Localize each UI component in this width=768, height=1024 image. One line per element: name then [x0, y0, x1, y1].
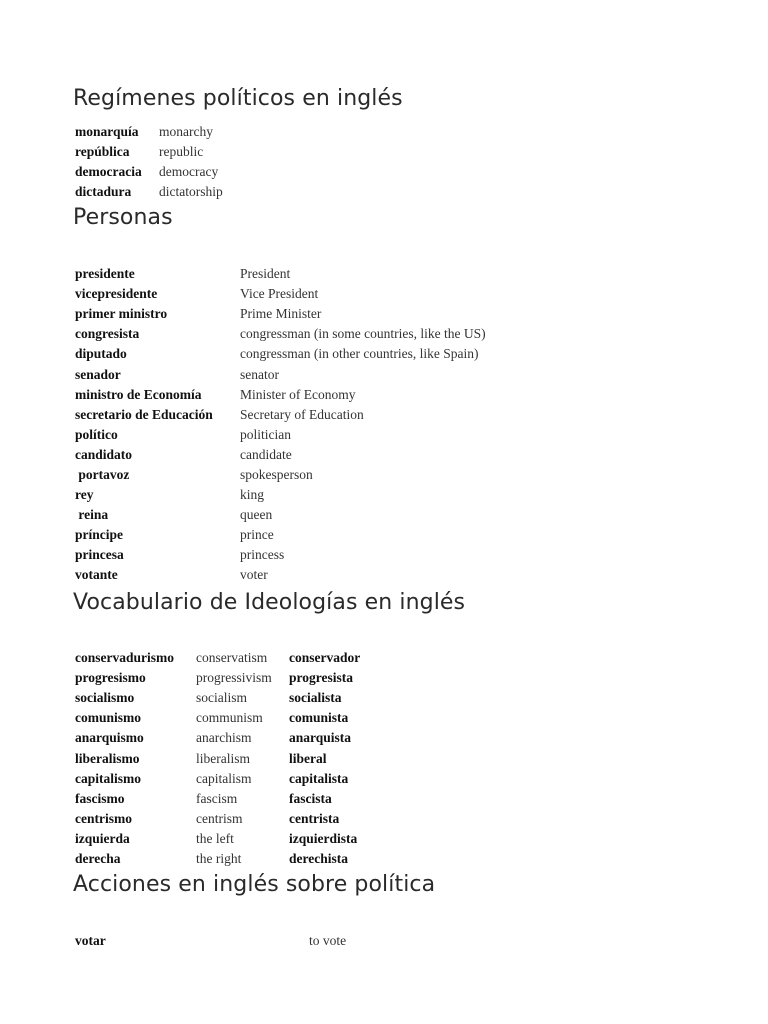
english-translation: Minister of Economy: [240, 386, 356, 402]
spanish-term: votar: [75, 933, 106, 949]
english-translation: centrism: [196, 810, 243, 826]
english-translation: dictatorship: [159, 184, 223, 200]
table-row: [75, 748, 360, 768]
table-row: [75, 769, 360, 789]
adjective-term: comunista: [289, 710, 349, 726]
spanish-term: rey: [75, 487, 94, 503]
table-row: [75, 122, 223, 142]
heading-ideologias: Vocabulario de Ideologías en inglés: [73, 590, 466, 615]
table-row: [75, 284, 486, 304]
adjective-term: derechista: [289, 850, 348, 866]
spanish-term: senador: [75, 366, 121, 382]
spanish-term: izquierda: [75, 830, 130, 846]
english-translation: candidate: [240, 446, 292, 462]
english-translation: to vote: [309, 933, 347, 949]
heading-personas: Personas: [73, 205, 173, 230]
table-row: [75, 405, 486, 425]
english-translation: socialism: [196, 690, 247, 706]
table-row: [75, 648, 360, 668]
spanish-term: diputado: [75, 346, 127, 362]
table-row: [75, 304, 486, 324]
adjective-term: liberal: [289, 750, 327, 766]
table-regimenes: [75, 122, 223, 202]
table-row: [75, 485, 486, 505]
table-row: [75, 849, 360, 869]
spanish-term: político: [75, 426, 118, 442]
heading-acciones: Acciones en inglés sobre política: [73, 872, 436, 897]
spanish-term: ministro de Economía: [75, 386, 202, 402]
spanish-term: congresista: [75, 326, 140, 342]
adjective-term: centrista: [289, 810, 340, 826]
spanish-term: capitalismo: [75, 770, 141, 786]
table-row: [75, 545, 486, 565]
english-translation: king: [240, 487, 265, 503]
table-row: [75, 789, 360, 809]
table-row: [75, 385, 486, 405]
table-row: [75, 445, 486, 465]
english-translation: anarchism: [196, 730, 252, 746]
english-translation: communism: [196, 710, 263, 726]
table-personas: [75, 264, 486, 586]
spanish-term: fascismo: [75, 790, 125, 806]
adjective-term: anarquista: [289, 730, 352, 746]
english-translation: congressman (in some countries, like the US): [240, 326, 486, 342]
spanish-term: conservadurismo: [75, 650, 174, 666]
english-translation: Vice President: [240, 286, 319, 302]
english-translation: queen: [240, 507, 273, 523]
spanish-term: princesa: [75, 547, 124, 563]
english-translation: the left: [196, 830, 234, 846]
spanish-term: dictadura: [75, 184, 132, 200]
table-row: [75, 324, 486, 344]
spanish-term: vicepresidente: [75, 286, 158, 302]
english-translation: monarchy: [159, 124, 213, 140]
adjective-term: progresista: [289, 670, 353, 686]
table-row: [75, 931, 346, 951]
table-acciones: [75, 931, 346, 951]
table-row: [75, 182, 223, 202]
english-translation: princess: [240, 547, 285, 563]
spanish-term: centrismo: [75, 810, 132, 826]
table-ideologias: [75, 648, 360, 869]
spanish-term: liberalismo: [75, 750, 140, 766]
english-translation: voter: [240, 567, 268, 583]
adjective-term: conservador: [289, 650, 361, 666]
spanish-term: democracia: [75, 164, 142, 180]
spanish-term: reina: [75, 507, 109, 523]
table-row: [75, 142, 223, 162]
english-translation: fascism: [196, 790, 238, 806]
spanish-term: socialismo: [75, 690, 135, 706]
english-translation: spokesperson: [240, 466, 313, 482]
spanish-term: príncipe: [75, 527, 124, 543]
english-translation: conservatism: [196, 650, 268, 666]
spanish-term: derecha: [75, 850, 121, 866]
spanish-term: presidente: [75, 266, 135, 282]
table-row: [75, 809, 360, 829]
spanish-term: primer ministro: [75, 306, 168, 322]
table-row: [75, 162, 223, 182]
english-translation: democracy: [159, 164, 219, 180]
table-row: [75, 264, 486, 284]
english-translation: President: [240, 266, 291, 282]
english-translation: Secretary of Education: [240, 406, 364, 422]
table-row: [75, 344, 486, 364]
spanish-term: república: [75, 144, 130, 160]
table-row: [75, 728, 360, 748]
english-translation: congressman (in other countries, like Spain): [240, 346, 479, 362]
english-translation: Prime Minister: [240, 306, 322, 322]
table-row: [75, 425, 486, 445]
english-translation: capitalism: [196, 770, 252, 786]
table-row: [75, 708, 360, 728]
english-translation: politician: [240, 426, 291, 442]
adjective-term: izquierdista: [289, 830, 358, 846]
table-row: [75, 465, 486, 485]
english-translation: senator: [240, 366, 279, 382]
spanish-term: monarquía: [75, 124, 139, 140]
spanish-term: votante: [75, 567, 118, 583]
spanish-term: progresismo: [75, 670, 146, 686]
english-translation: liberalism: [196, 750, 250, 766]
table-row: [75, 505, 486, 525]
adjective-term: capitalista: [289, 770, 349, 786]
spanish-term: portavoz: [75, 466, 130, 482]
spanish-term: comunismo: [75, 710, 142, 726]
table-row: [75, 668, 360, 688]
english-translation: republic: [159, 144, 204, 160]
adjective-term: socialista: [289, 690, 342, 706]
table-row: [75, 565, 486, 585]
english-translation: prince: [240, 527, 274, 543]
adjective-term: fascista: [289, 790, 332, 806]
english-translation: progressivism: [196, 670, 272, 686]
spanish-term: anarquismo: [75, 730, 144, 746]
table-row: [75, 364, 486, 384]
table-row: [75, 688, 360, 708]
spanish-term: candidato: [75, 446, 133, 462]
spanish-term: secretario de Educación: [75, 406, 213, 422]
english-translation: the right: [196, 850, 242, 866]
table-row: [75, 525, 486, 545]
heading-regimenes: Regímenes políticos en inglés: [73, 86, 403, 111]
table-row: [75, 829, 360, 849]
